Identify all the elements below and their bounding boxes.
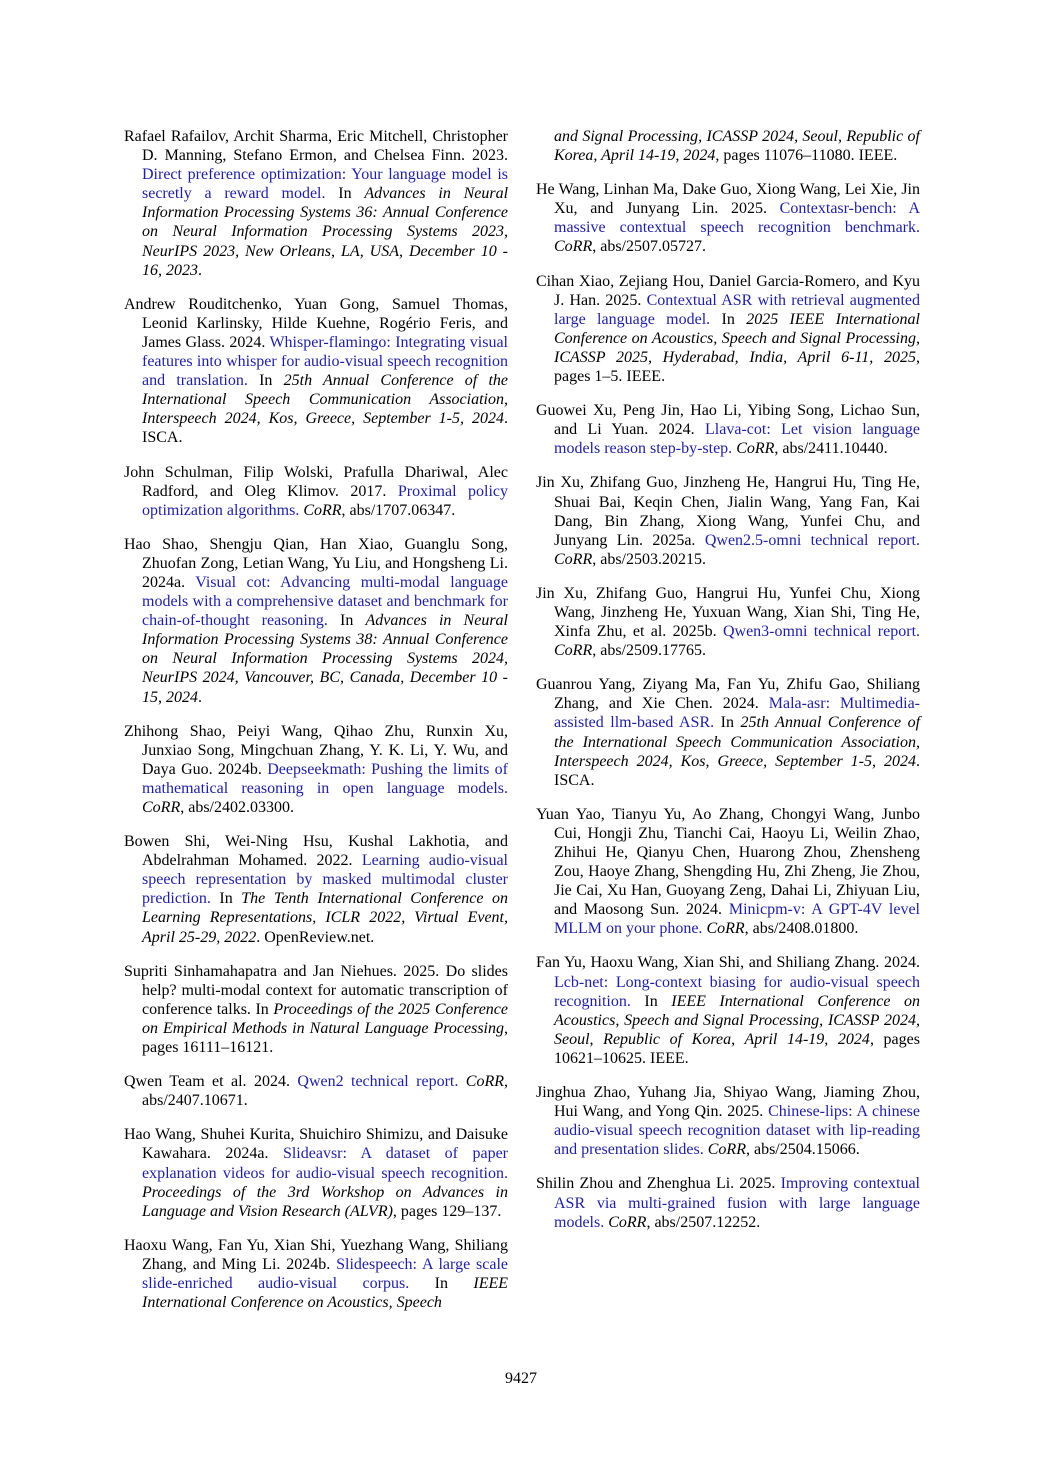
reference-details: . xyxy=(198,688,202,706)
reference-title-link[interactable]: Qwen2.5-omni technical report. xyxy=(704,531,921,549)
reference-entry xyxy=(536,953,920,1068)
reference-authors: Qwen Team et al. 2024. xyxy=(124,1073,298,1091)
reference-connector: In xyxy=(250,1000,274,1018)
reference-title-link[interactable]: Llava-cot: Let vision language models reason step-by-step. xyxy=(554,421,920,458)
reference-entry xyxy=(124,962,508,1057)
reference-entry xyxy=(124,1236,508,1312)
reference-entry xyxy=(124,1125,508,1220)
page-number: 9427 xyxy=(505,1370,537,1387)
reference-details: , abs/1707.06347. xyxy=(341,501,456,519)
reference-connector xyxy=(458,1073,465,1090)
reference-details: , abs/2408.01800. xyxy=(744,920,859,938)
reference-entry xyxy=(536,805,920,939)
reference-authors: Guanrou Yang, Ziyang Ma, Fan Yu, Zhifu Gao, Shiliang Zhang, and Xie Chen. 2024. xyxy=(536,676,920,713)
reference-authors: He Wang, Linhan Ma, Dake Guo, Xiong Wang, Lei Xie, Jin Xu, and Junyang Lin. 2025. xyxy=(536,181,920,218)
reference-authors: Haoxu Wang, Fan Yu, Xian Shi, Yuezhang Wang, Shiliang Zhang, and Ming Li. 2024b. xyxy=(124,1236,508,1273)
reference-details: , pages 11076–11080. IEEE. xyxy=(715,147,898,165)
reference-venue: CoRR xyxy=(554,550,593,568)
reference-authors: Andrew Rouditchenko, Yuan Gong, Samuel Thomas, Leonid Karlinsky, Hilde Kuehne, Rogério Feris, and James Glass. 2024. xyxy=(124,295,508,351)
reference-details: , abs/2407.10671. xyxy=(142,1073,509,1110)
reference-entry xyxy=(536,675,920,790)
reference-venue: CoRR xyxy=(706,920,745,938)
reference-venue: CoRR xyxy=(736,440,775,458)
reference-entry xyxy=(536,584,920,660)
reference-entry xyxy=(536,1083,920,1159)
reference-entry xyxy=(124,535,508,707)
reference-authors: Cihan Xiao, Zejiang Hou, Daniel Garcia-Romero, and Kyu J. Han. 2025. xyxy=(536,272,920,309)
reference-venue: Proceedings of the 3rd Workshop on Advances in Language and Vision Research (ALVR) xyxy=(142,1183,508,1220)
reference-title-link[interactable]: Proximal policy optimization algorithms. xyxy=(142,482,509,519)
reference-title-link[interactable]: Contextual ASR with retrieval augmented large language model. xyxy=(554,291,920,328)
reference-authors: Supriti Sinhamahapatra and Jan Niehues. 2025. Do slides help? multi-modal context for automatic transcription of conference talks. xyxy=(124,962,508,1018)
reference-details: . xyxy=(198,261,202,279)
reference-authors: Zhihong Shao, Peiyi Wang, Qihao Zhu, Runxin Xu, Junxiao Song, Mingchuan Zhang, Y. K. Li, Y. Wu, and Daya Guo. 2024b. xyxy=(124,722,508,778)
reference-connector: In xyxy=(210,890,242,908)
references-left-column xyxy=(124,127,508,1327)
reference-connector: In xyxy=(247,372,284,390)
reference-venue: CoRR xyxy=(303,501,342,519)
reference-entry xyxy=(536,127,920,165)
reference-venue: CoRR xyxy=(707,1141,746,1159)
reference-authors: Hao Shao, Shengju Qian, Han Xiao, Guanglu Song, Zhuofan Zong, Letian Wang, Yu Liu, and Hongsheng Li. 2024a. xyxy=(124,535,508,591)
reference-connector: In xyxy=(409,1274,474,1292)
reference-title-link[interactable]: Deepseekmath: Pushing the limits of mathematical reasoning in open language models. xyxy=(142,760,509,797)
reference-details: , abs/2507.12252. xyxy=(646,1213,761,1231)
reference-title-link[interactable]: Improving contextual ASR via multi-grained fusion with large language models. xyxy=(554,1175,920,1231)
reference-title-link[interactable]: Whisper-flamingo: Integrating visual features into whisper for audio-visual speech recognition and translation. xyxy=(142,333,508,390)
reference-connector: In xyxy=(325,185,365,203)
reference-entry xyxy=(124,1072,508,1110)
reference-title-link[interactable]: Mala-asr: Multimedia-assisted llm-based ASR. xyxy=(554,695,920,732)
reference-details: , pages 16111–16121. xyxy=(142,1019,508,1057)
reference-title-link[interactable]: Qwen2 technical report. xyxy=(297,1073,459,1091)
reference-venue: The Tenth International Conference on Learning Representations, ICLR 2022, Virtual Event, April 25-29, 2022 xyxy=(142,890,508,946)
reference-entry xyxy=(124,463,508,520)
reference-venue: Advances in Neural Information Processing Systems 38: Annual Conference on Neural Information Processing Systems 2024, NeurIPS 2024, Vancouver, BC, Canada, December 10 - 15, 2024 xyxy=(142,612,508,706)
reference-entry xyxy=(124,722,508,817)
reference-entry xyxy=(536,473,920,568)
reference-title-link[interactable]: Slidespeech: A large scale slide-enriched audio-visual corpus. xyxy=(142,1255,508,1292)
reference-authors: John Schulman, Filip Wolski, Prafulla Dhariwal, Alec Radford, and Oleg Klimov. 2017. xyxy=(124,463,508,500)
reference-details: , abs/2509.17765. xyxy=(592,642,706,660)
reference-venue: 25th Annual Conference of the International Speech Communication Association, Interspeech 2024, Kos, Greece, September 1-5, 2024 xyxy=(142,372,509,428)
reference-venue: IEEE International Conference on Acoustics, Speech and Signal Processing, ICASSP 2024, Seoul, Republic of Korea, April 14-19, 2024 xyxy=(554,992,921,1048)
reference-venue: Proceedings of the 2025 Conference on Empirical Methods in Natural Language Processing xyxy=(142,1000,509,1037)
reference-connector: In xyxy=(714,714,741,732)
reference-details: , abs/2402.03300. xyxy=(180,799,294,816)
reference-entry xyxy=(124,832,508,947)
reference-venue: 25th Annual Conference of the International Speech Communication Association, Interspeech 2024, Kos, Greece, September 1-5, 2024 xyxy=(554,714,921,770)
reference-details: , pages 129–137. xyxy=(392,1202,502,1220)
references-right-column xyxy=(536,127,920,1247)
reference-details: , abs/2504.15066. xyxy=(745,1141,860,1159)
reference-title-link[interactable]: Direct preference optimization: Your language model is secretly a reward model. xyxy=(142,166,508,203)
reference-venue: Advances in Neural Information Processing Systems 36: Annual Conference on Neural Information Processing Systems 2023, NeurIPS 2023, New Orleans, LA, USA, December 10 - 16, 2023 xyxy=(142,185,509,279)
reference-venue: CoRR xyxy=(608,1213,647,1231)
reference-authors: Bowen Shi, Wei-Ning Hsu, Kushal Lakhotia, and Abdelrahman Mohamed. 2022. xyxy=(124,833,508,870)
reference-details: , pages 1–5. IEEE. xyxy=(554,348,920,386)
reference-authors: Hao Wang, Shuhei Kurita, Shuichiro Shimizu, and Daisuke Kawahara. 2024a. xyxy=(124,1126,508,1163)
reference-details: . ISCA. xyxy=(142,410,508,447)
reference-title-link[interactable]: Learning audio-visual speech representation by masked multimodal cluster prediction. xyxy=(142,852,509,908)
reference-details: . OpenReview.net. xyxy=(256,928,375,946)
reference-title-link[interactable]: Minicpm-v: A GPT-4V level MLLM on your phone. xyxy=(554,901,921,938)
reference-venue: CoRR xyxy=(554,238,593,256)
reference-connector: In xyxy=(327,612,366,630)
reference-authors: Fan Yu, Haoxu Wang, Xian Shi, and Shiliang Zhang. 2024. xyxy=(536,954,920,972)
reference-authors: Jin Xu, Zhifang Guo, Hangrui Hu, Yunfei Chu, Xiong Wang, Jinzheng He, Yuxuan Wang, Xian Shi, Ting He, Xinfa Zhu, et al. 2025b. xyxy=(536,584,920,641)
reference-title-link[interactable]: Visual cot: Advancing multi-modal language models with a comprehensive dataset and benchmark for chain-of-thought reasoning. xyxy=(142,573,509,630)
reference-venue: CoRR xyxy=(554,642,593,660)
reference-venue: and Signal Processing, ICASSP 2024, Seoul, Republic of Korea, April 14-19, 2024 xyxy=(554,128,920,165)
reference-details: . ISCA. xyxy=(554,752,920,789)
reference-authors: Jin Xu, Zhifang Guo, Jinzheng He, Hangrui Hu, Ting He, Shuai Bai, Keqin Chen, Jialin Wang, Yang Fan, Kai Dang, Bin Zhang, Xiong Wang, Yunfei Chu, and Junyang Lin. 2025a. xyxy=(536,474,920,549)
reference-connector: In xyxy=(630,992,672,1010)
reference-entry xyxy=(124,127,508,280)
reference-details: , pages 10621–10625. IEEE. xyxy=(554,1030,920,1067)
reference-entry xyxy=(536,272,920,387)
reference-authors: Yuan Yao, Tianyu Yu, Ao Zhang, Chongyi Wang, Junbo Cui, Hongji Zhu, Tianchi Cai, Haoyu Li, Weilin Zhao, Zhihui He, Qianyu Chen, Huarong Zhou, Zhensheng Zou, Haoye Zhang, Shengding Hu, Zhi Zheng, Jie Zhou, Jie Cai, Xu Han, Guoyang Zeng, Dahai Li, Zhiyuan Liu, and Maosong Sun. 2024. xyxy=(536,805,920,919)
reference-title-link[interactable]: Chinese-lips: A chinese audio-visual speech recognition dataset with lip-reading and presentation slides. xyxy=(554,1103,921,1159)
reference-authors: Rafael Rafailov, Archit Sharma, Eric Mitchell, Christopher D. Manning, Stefano Ermon, and Chelsea Finn. 2023. xyxy=(124,128,508,165)
reference-details: , abs/2507.05727. xyxy=(592,238,706,256)
reference-authors: Guowei Xu, Peng Jin, Hao Li, Yibing Song, Lichao Sun, and Li Yuan. 2024. xyxy=(536,402,920,439)
reference-entry xyxy=(536,1174,920,1231)
reference-connector: In xyxy=(710,310,747,328)
reference-title-link[interactable]: Contextasr-bench: A massive contextual speech recognition benchmark. xyxy=(554,200,920,237)
reference-title-link[interactable]: Lcb-net: Long-context biasing for audio-visual speech recognition. xyxy=(554,973,920,1010)
reference-venue: CoRR xyxy=(465,1073,505,1091)
reference-title-link[interactable]: Slideavsr: A dataset of paper explanation videos for audio-visual speech recognition. xyxy=(142,1145,509,1182)
reference-venue: CoRR xyxy=(142,799,181,816)
reference-authors: Jinghua Zhao, Yuhang Jia, Shiyao Wang, Jiaming Zhou, Hui Wang, and Yong Qin. 2025. xyxy=(536,1084,920,1121)
reference-venue: 2025 IEEE International Conference on Acoustics, Speech and Signal Processing, ICASSP 2025, Hyderabad, India, April 6-11, 2025 xyxy=(554,310,921,366)
reference-details: , abs/2503.20215. xyxy=(592,550,706,568)
reference-authors: Shilin Zhou and Zhenghua Li. 2025. xyxy=(536,1175,781,1193)
reference-venue: IEEE International Conference on Acoustics, Speech xyxy=(142,1274,509,1312)
reference-title-link[interactable]: Qwen3-omni technical report. xyxy=(722,623,921,641)
reference-entry xyxy=(536,180,920,256)
reference-entry xyxy=(124,295,508,448)
reference-details: , abs/2411.10440. xyxy=(774,440,888,458)
reference-entry xyxy=(536,401,920,458)
